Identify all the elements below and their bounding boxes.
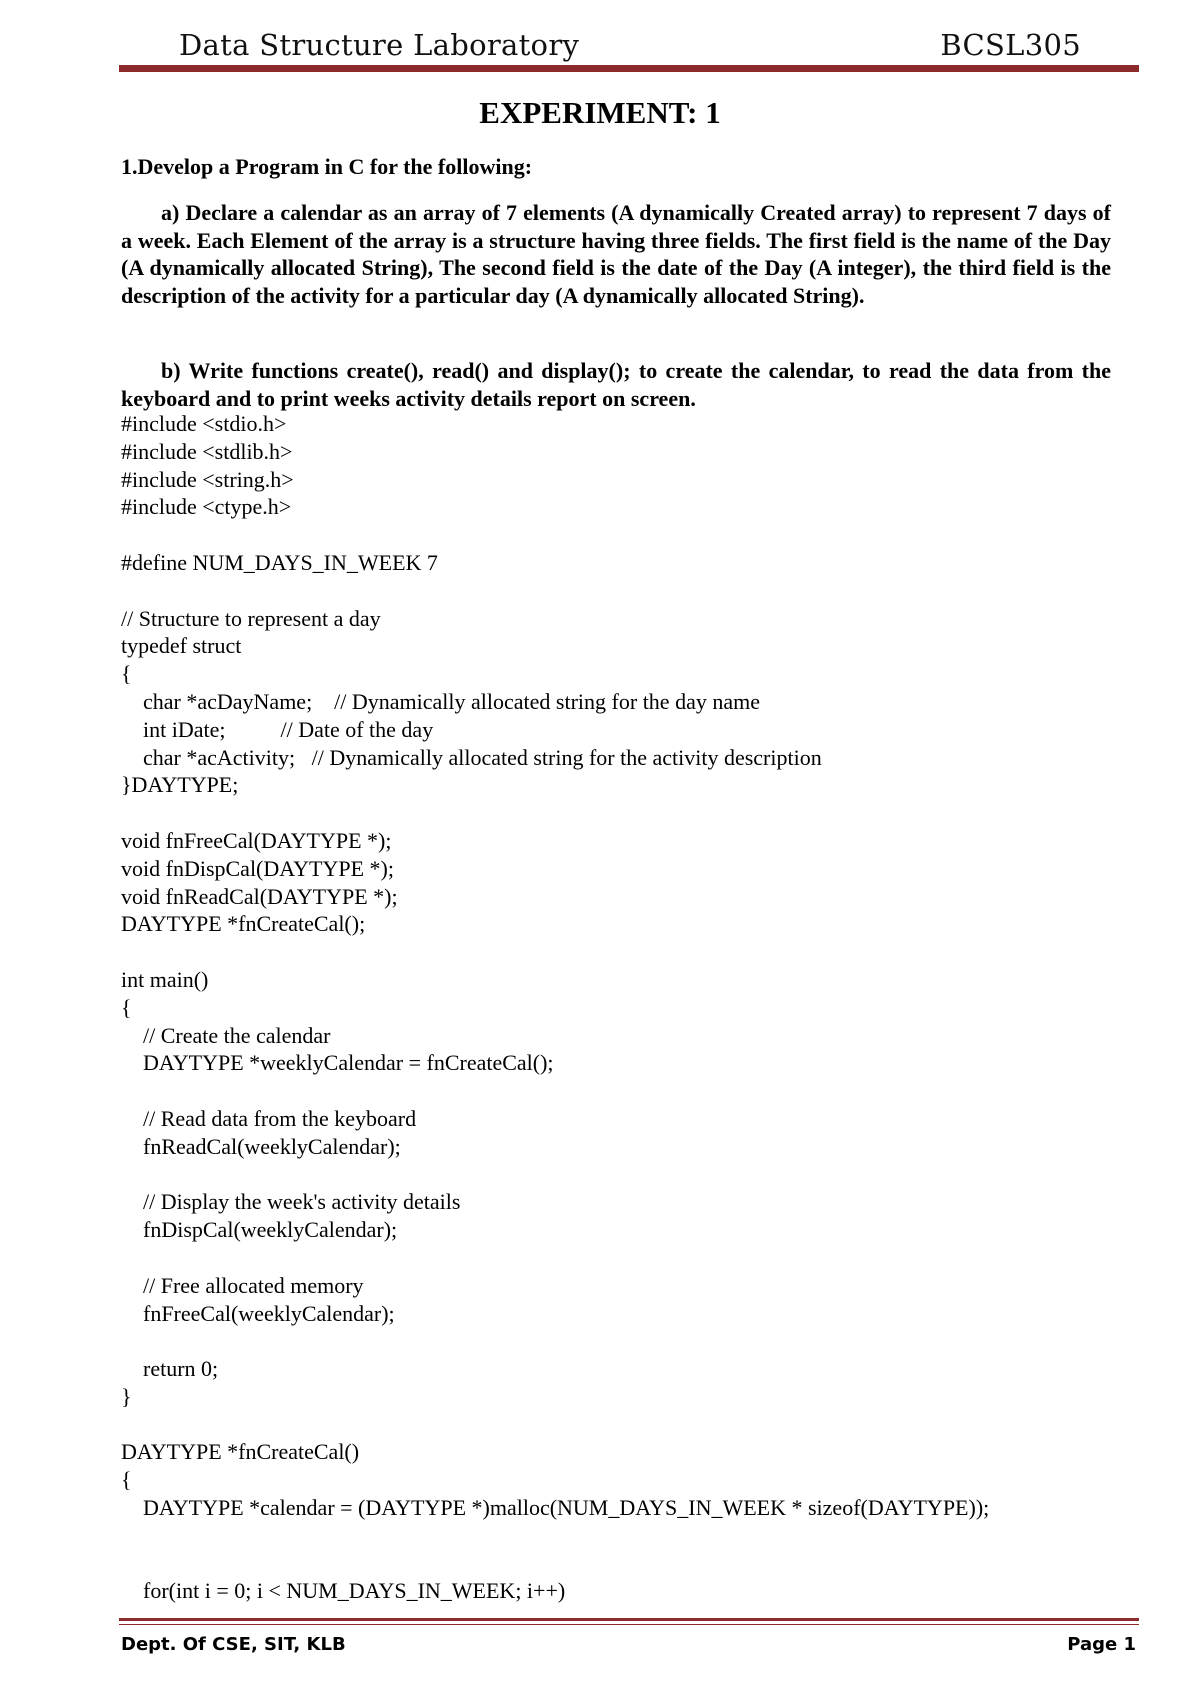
- code-line: [121, 799, 989, 827]
- code-line: [121, 1327, 989, 1355]
- code-line: for(int i = 0; i < NUM_DAYS_IN_WEEK; i++): [121, 1578, 566, 1604]
- code-line: }: [121, 1383, 132, 1409]
- code-line: [121, 577, 989, 605]
- footer-divider-thin: [119, 1624, 1139, 1625]
- code-line: [121, 1522, 989, 1550]
- code-line: // Structure to represent a day: [121, 605, 381, 631]
- code-line: }DAYTYPE;: [121, 772, 239, 798]
- experiment-title: EXPERIMENT: 1: [479, 95, 721, 130]
- code-line: #include <stdlib.h>: [121, 438, 293, 464]
- code-line: char *acDayName; // Dynamically allocated string for the day name: [121, 688, 760, 714]
- code-line: [121, 1411, 989, 1439]
- code-line: {: [121, 661, 132, 687]
- code-line: [121, 1161, 989, 1189]
- code-line: #include <ctype.h>: [121, 494, 292, 520]
- code-line: int iDate; // Date of the day: [121, 716, 434, 742]
- code-line: {: [121, 1467, 132, 1493]
- code-line: fnReadCal(weeklyCalendar);: [121, 1133, 401, 1159]
- code-line: {: [121, 994, 132, 1020]
- code-line: [121, 938, 989, 966]
- code-line: // Read data from the keyboard: [121, 1105, 417, 1131]
- code-line: DAYTYPE *fnCreateCal();: [121, 911, 366, 937]
- code-line: // Display the week's activity details: [121, 1189, 461, 1215]
- code-line: void fnReadCal(DAYTYPE *);: [121, 883, 398, 909]
- code-line: [121, 1077, 989, 1105]
- footer-divider: [119, 1618, 1139, 1621]
- code-line: char *acActivity; // Dynamically allocated string for the activity description: [121, 744, 822, 770]
- code-line: [121, 521, 989, 549]
- footer-department: Dept. Of CSE, SIT, KLB: [121, 1634, 346, 1655]
- code-line: // Free allocated memory: [121, 1272, 364, 1298]
- code-line: void fnDispCal(DAYTYPE *);: [121, 855, 394, 881]
- code-line: #include <stdio.h>: [121, 411, 287, 436]
- question-part-b: b) Write functions create(), read() and display(); to create the calendar, to read the data from the keyboard and to print weeks activity details report on screen.: [121, 358, 1111, 411]
- code-line: typedef struct: [121, 633, 242, 659]
- page-header: [119, 24, 1139, 64]
- code-line: fnFreeCal(weeklyCalendar);: [121, 1300, 395, 1326]
- footer-page-number: Page 1: [1067, 1634, 1136, 1655]
- code-line: DAYTYPE *calendar = (DAYTYPE *)malloc(NUM_DAYS_IN_WEEK * sizeof(DAYTYPE));: [121, 1495, 990, 1521]
- code-line: // Create the calendar: [121, 1022, 331, 1048]
- code-line: void fnFreeCal(DAYTYPE *);: [121, 827, 392, 853]
- code-line: [121, 1244, 989, 1272]
- code-line: #define NUM_DAYS_IN_WEEK 7: [121, 549, 438, 575]
- header-divider: [119, 65, 1139, 72]
- code-listing: [121, 410, 989, 1605]
- code-line: DAYTYPE *weeklyCalendar = fnCreateCal();: [121, 1050, 554, 1076]
- code-line: DAYTYPE *fnCreateCal(): [121, 1439, 360, 1465]
- header-lab-title: Data Structure Laboratory: [179, 28, 580, 62]
- header-course-code: BCSL305: [940, 28, 1081, 62]
- question-heading: 1.Develop a Program in C for the following:: [121, 154, 533, 179]
- code-line: return 0;: [121, 1356, 219, 1382]
- code-line: int main(): [121, 966, 209, 992]
- code-line: fnDispCal(weeklyCalendar);: [121, 1217, 398, 1243]
- code-line: #include <string.h>: [121, 466, 294, 492]
- code-line: [121, 1550, 989, 1578]
- question-part-a: a) Declare a calendar as an array of 7 elements (A dynamically Created array) to represent 7 days of a week. Each Element of the array is a structure having three fields. The first field is the name of the Day (A dynamically allocated String), The second field is the date of the Day (A integer), the third field is the description of the activity for a particular day (A dynamically allocated String).: [121, 200, 1111, 308]
